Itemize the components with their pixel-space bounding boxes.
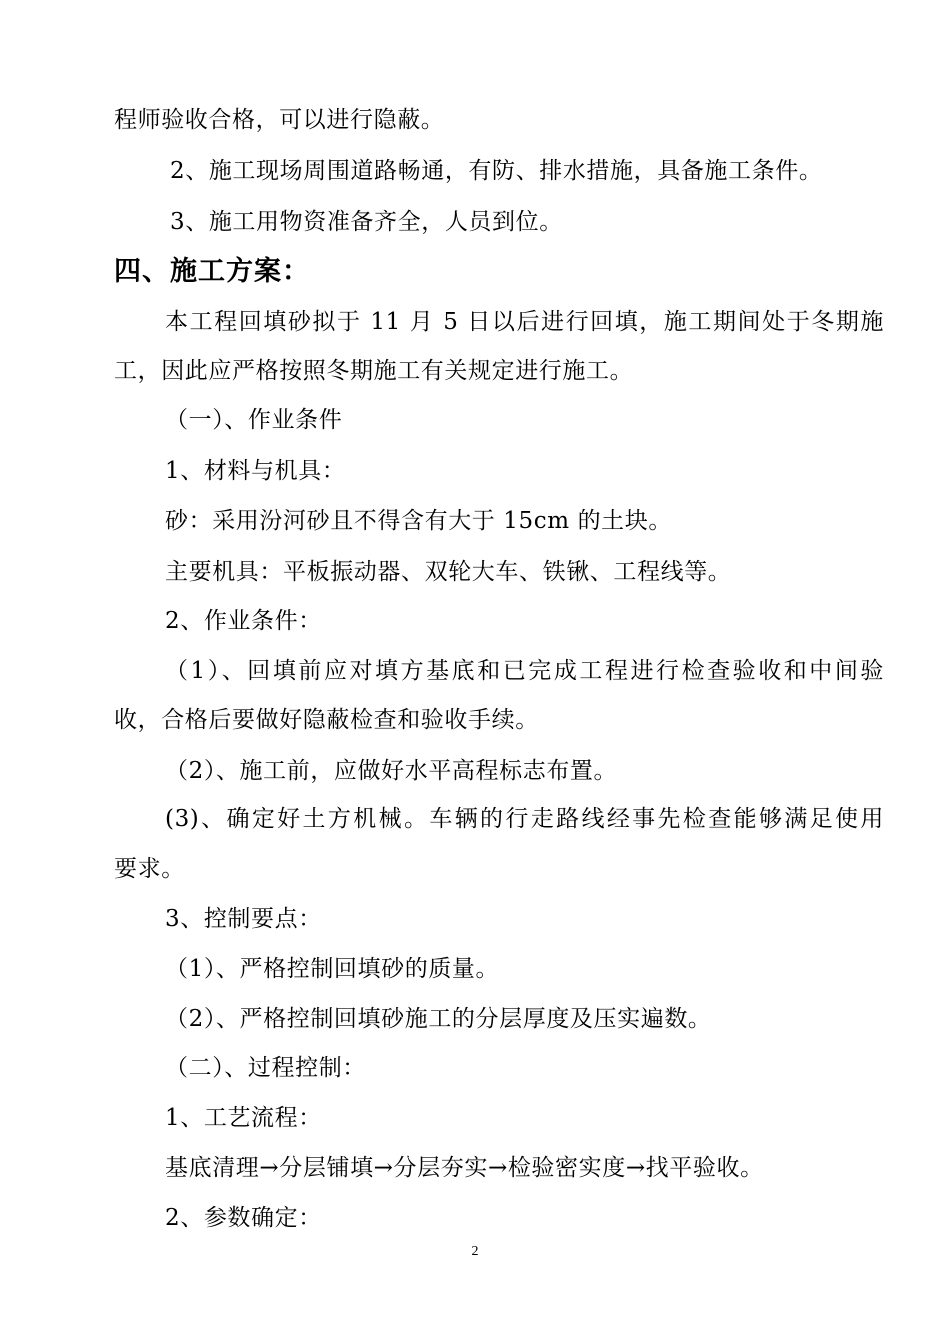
paragraph-line: 工，因此应严格按照冬期施工有关规定进行施工。 <box>114 358 634 384</box>
paragraph-line: 砂：采用汾河砂且不得含有大于 15cm 的土块。 <box>165 508 672 534</box>
paragraph-line: 1、工艺流程： <box>165 1105 322 1131</box>
paragraph-line: 2、作业条件： <box>165 608 322 634</box>
paragraph-line: 程师验收合格，可以进行隐蔽。 <box>114 107 445 133</box>
paragraph-line: (3)、确定好土方机械。车辆的行走路线经事先检查能够满足使用 <box>165 806 884 832</box>
paragraph-line: 主要机具：平板振动器、双轮大车、铁锹、工程线等。 <box>165 559 732 585</box>
subsection-heading: （一）、作业条件 <box>165 407 343 433</box>
paragraph-line: 收，合格后要做好隐蔽检查和验收手续。 <box>114 707 539 733</box>
subsection-heading: （二）、过程控制： <box>165 1055 366 1081</box>
paragraph-line: 3、控制要点： <box>165 906 322 932</box>
paragraph-line: 1、材料与机具： <box>165 458 346 484</box>
paragraph-line: 本工程回填砂拟于 11 月 5 日以后进行回填，施工期间处于冬期施 <box>165 309 884 335</box>
paragraph-line: 基底清理→分层铺填→分层夯实→检验密实度→找平验收。 <box>165 1155 764 1181</box>
paragraph-line: （2）、严格控制回填砂施工的分层厚度及压实遍数。 <box>165 1006 712 1032</box>
paragraph-line: （2）、施工前，应做好水平高程标志布置。 <box>165 758 618 784</box>
paragraph-line: 2、施工现场周围道路畅通，有防、排水措施，具备施工条件。 <box>170 158 823 184</box>
paragraph-line: （1）、回填前应对填方基底和已完成工程进行检查验收和中间验 <box>165 658 884 684</box>
paragraph-line: 2、参数确定： <box>165 1205 322 1231</box>
paragraph-line: 要求。 <box>114 856 185 882</box>
section-heading: 四、施工方案： <box>114 256 310 287</box>
page-number: 2 <box>471 1244 479 1259</box>
paragraph-line: （1）、严格控制回填砂的质量。 <box>165 956 500 982</box>
paragraph-line: 3、施工用物资准备齐全，人员到位。 <box>170 209 563 235</box>
